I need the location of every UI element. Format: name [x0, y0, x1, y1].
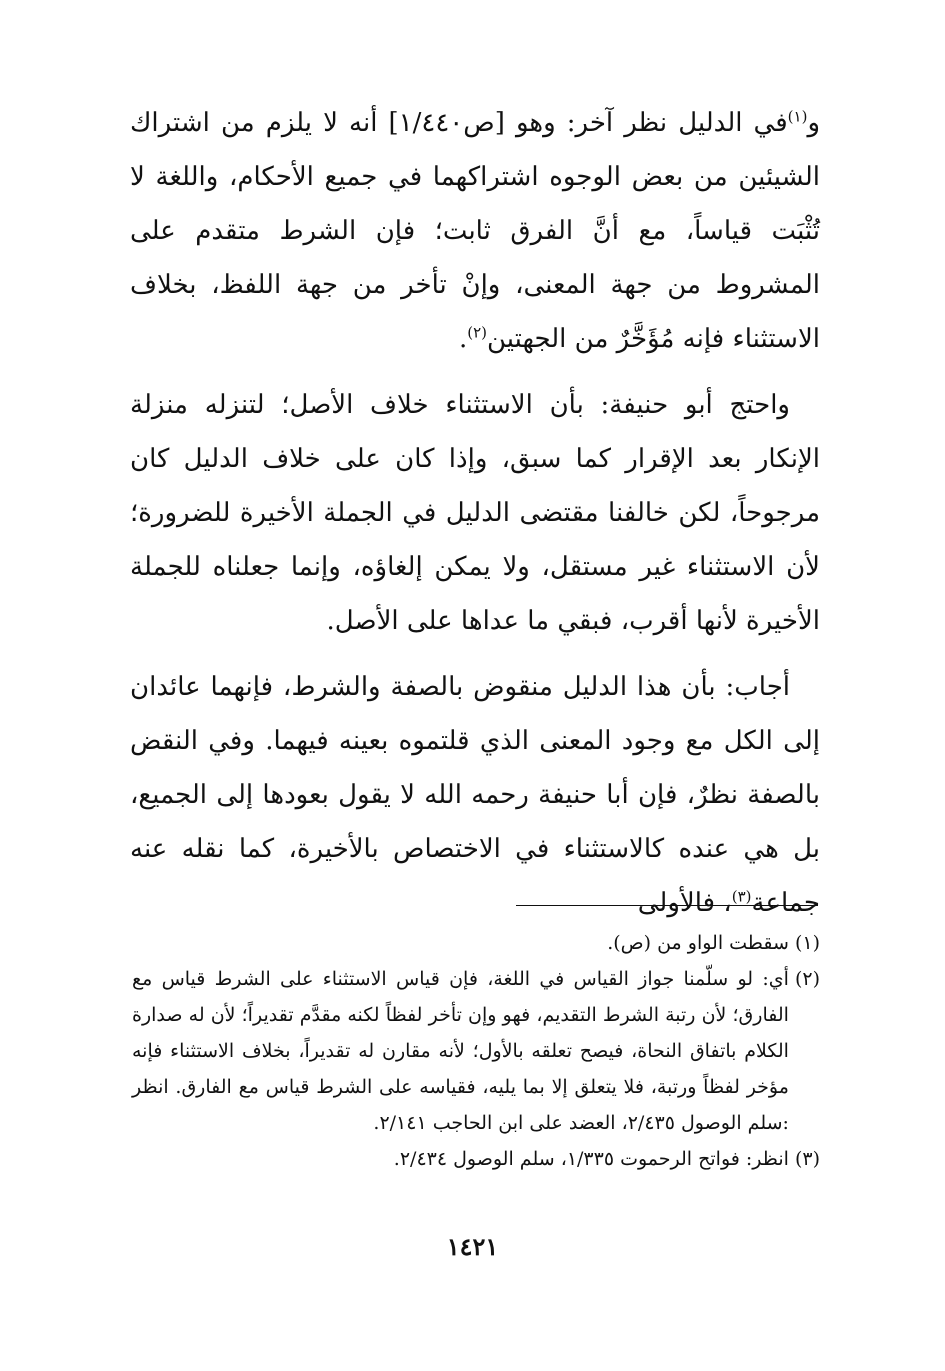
- page-number: ١٤٢١: [446, 1232, 499, 1261]
- footnote-separator: [516, 905, 818, 906]
- footnote-text: انظر: فواتح الرحموت ١/٣٣٥، سلم الوصول ٢/٤٣٤.: [393, 1148, 789, 1170]
- main-text: [130, 96, 820, 942]
- footnote-1: [132, 925, 820, 961]
- footnote-2: [132, 961, 820, 1141]
- footnote-ref-1: (١): [787, 107, 808, 126]
- paragraph-1: [130, 96, 820, 366]
- paragraph-3-end: ، فالأولى: [637, 888, 732, 918]
- footnote-3: [132, 1141, 820, 1177]
- footnote-ref-2: (٢): [467, 323, 487, 342]
- footnote-number: (١): [794, 932, 820, 954]
- footnotes: [132, 925, 820, 1177]
- footnote-number: (٣): [794, 1148, 820, 1170]
- footnote-number: (٢): [794, 968, 820, 990]
- paragraph-2: واحتج أبو حنيفة: بأن الاستثناء خلاف الأصل؛ لتنزله منزلة الإنكار بعد الإقرار كما سبق، وإذا كان على خلاف الدليل كان مرجوحاً، لكن خالفنا مقتضى الدليل في الجملة الأخيرة للضرورة؛ لأن الاستثناء غير مستقل، ولا يمكن إلغاؤه، وإنما جعلناه للجملة الأخيرة لأنها أقرب، فبقي ما عداها على الأصل.: [130, 390, 820, 636]
- paragraph-1-end: .: [458, 324, 468, 354]
- paragraph-1-lead: و: [807, 108, 820, 138]
- footnote-ref-3: (٣): [731, 887, 752, 906]
- paragraph-3-body: أجاب: بأن هذا الدليل منقوض بالصفة والشرط، فإنهما عائدان إلى الكل مع وجود المعنى الذي قلتموه بعينه فيهما. وفي النقض بالصفة نظرٌ، فإن أبا حنيفة رحمه الله لا يقول بعودها إلى الجميع، بل هي عنده كالاستثناء في الاختصاص بالأخيرة، كما نقله عنه جماعة: [130, 672, 820, 918]
- footnote-text: سقطت الواو من (ص).: [607, 932, 789, 954]
- paragraph-1-body: في الدليل نظر آخر: وهو [ص١/٤٤٠] أنه لا يلزم من اشتراك الشيئين من بعض الوجوه اشتراكهما في جميع الأحكام، واللغة لا تُثْبَت قياساً، مع أنَّ الفرق ثابت؛ فإن الشرط متقدم على المشروط من جهة المعنى، وإنْ تأخر من جهة اللفظ، بخلاف الاستثناء فإنه مُؤَخَّرٌ من الجهتين: [130, 108, 821, 354]
- paragraph-3: [130, 660, 820, 930]
- footnote-text: أي: لو سلّمنا جواز القياس في اللغة، فإن قياس الاستثناء على الشرط قياس مع الفارق؛ لأن رتبة الشرط التقديم، فهو وإن تأخر لفظاً لكنه مقدَّم تقديراً؛ لأن له صدارة الكلام باتفاق النحاة، فيصح تعلقه بالأول؛ لأنه مقارن له تقديراً، بخلاف الاستثناء فإنه مؤخر لفظاً ورتبة، فلا يتعلق إلا بما يليه، فقياسه على الشرط قياس مع الفارق. انظر :سلم الوصول ٢/٤٣٥، العضد على ابن الحاجب ٢/١٤١.: [132, 968, 789, 1134]
